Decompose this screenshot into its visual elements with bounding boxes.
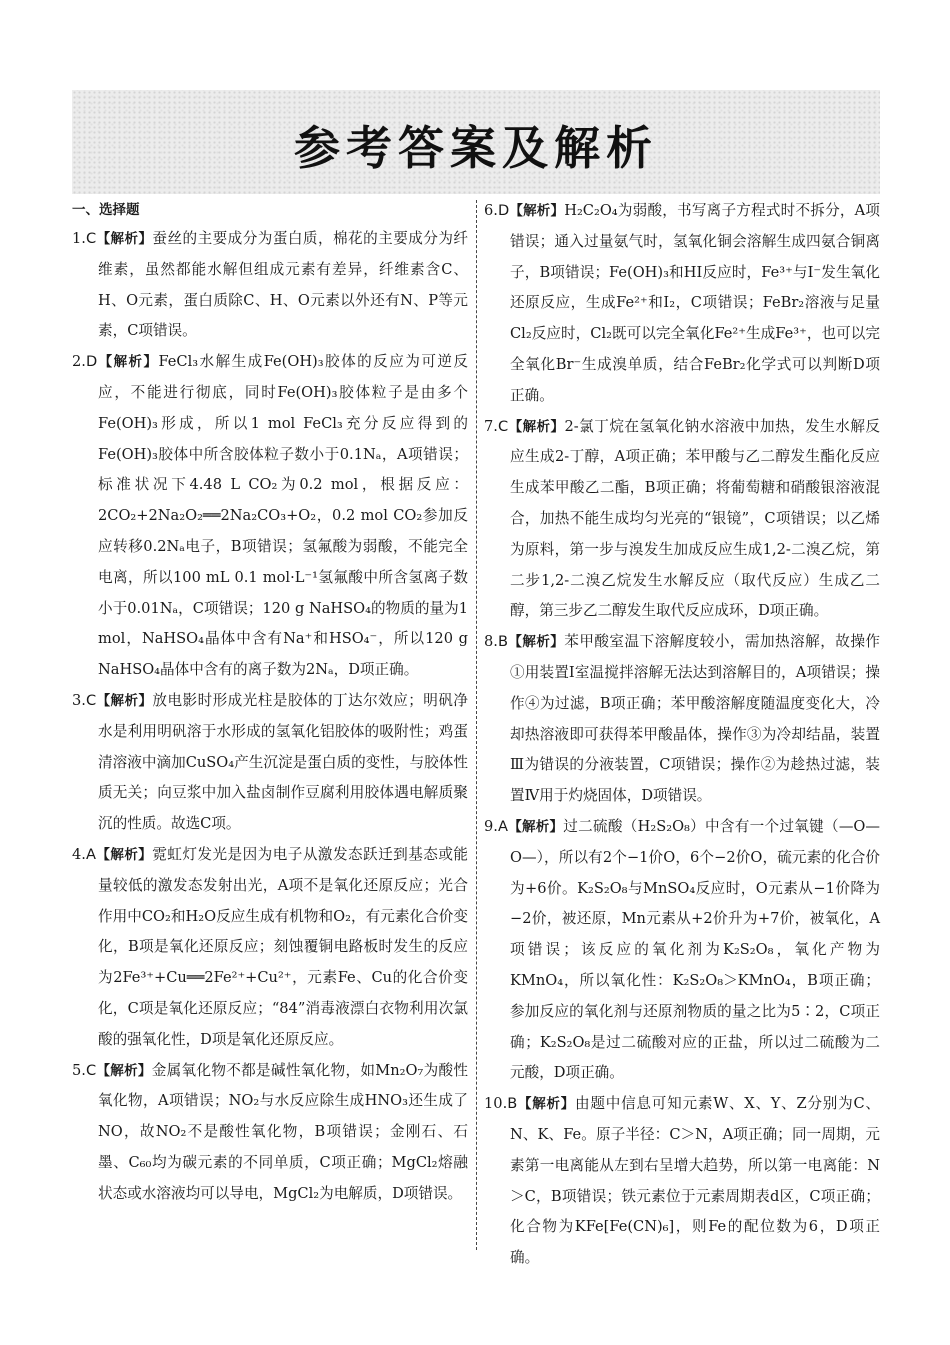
item-answer: A	[497, 817, 508, 835]
item-tag: 【解析】	[96, 1062, 152, 1079]
item-tag: 【解析】	[97, 354, 159, 371]
item-tag: 【解析】	[96, 692, 153, 709]
item-number: 7.	[484, 417, 498, 435]
item-explanation: 金属氧化物不都是碱性氧化物，如Mn₂O₇为酸性氧化物，A项错误；NO₂与水反应除生成HNO₃还生成了NO，故NO₂不是酸性氧化物，B项错误；金刚石、石墨、C₆₀均为碳元素的不同单质，C项正确；MgCl₂熔融状态或水溶液均可以导电，MgCl₂为电解质，D项错误。	[98, 1061, 468, 1202]
item-tag: 【解析】	[508, 418, 565, 435]
item-number: 10.	[484, 1095, 508, 1113]
answer-item-7	[484, 412, 880, 628]
item-number: 9.	[484, 817, 498, 835]
item-explanation: 蚕丝的主要成分为蛋白质，棉花的主要成分为纤维素，虽然都能水解但组成元素有差异，纤维素含C、H、O元素，蛋白质除C、H、O元素以外还有N、P等元素，C项错误。	[98, 230, 468, 340]
item-number: 4.	[72, 845, 86, 863]
item-answer: C	[85, 691, 97, 709]
item-explanation: FeCl₃水解生成Fe(OH)₃胶体的反应为可逆反应，不能进行彻底，同时Fe(OH)₃胶体粒子是由多个Fe(OH)₃形成，所以1 mol FeCl₃充分反应得到的Fe(OH)₃胶体中所含胶体粒子数小于0.1Nₐ，A项错误；标准状况下4.48 L CO₂为0.2 mol，根据反应：2CO₂+2Na₂O₂══2Na₂CO₃+O₂，0.2 mol CO₂参加反应转移0.2Nₐ电子，B项错误；氢氟酸为弱酸，不能完全电离，所以100 mL 0.1 mol·L⁻¹氢氟酸中所含氢离子数小于0.01Nₐ，C项错误；120 g NaHSO₄的物质的量为1 mol，NaHSO₄晶体中含有Na⁺和HSO₄⁻，所以120 g NaHSO₄晶体中含有的离子数为2Nₐ，D项正确。	[98, 353, 468, 679]
item-explanation: 霓虹灯发光是因为电子从激发态跃迁到基态或能量较低的激发态发射出光，A项不是氧化还原反应；光合作用中CO₂和H₂O反应生成有机物和O₂，有元素化合价变化，B项是氧化还原反应；刻蚀覆铜电路板时发生的反应为2Fe³⁺+Cu══2Fe²⁺+Cu²⁺，元素Fe、Cu的化合价变化，C项是氧化还原反应；“84”消毒液漂白衣物利用次氯酸的强氧化性，D项是氧化还原反应。	[98, 845, 468, 1048]
answer-item-9	[484, 812, 880, 1089]
answer-item-4	[72, 840, 468, 1056]
page-title: 参考答案及解析	[294, 121, 658, 175]
item-tag: 【解析】	[96, 231, 153, 247]
item-number: 8.	[484, 633, 498, 651]
item-answer: C	[85, 1061, 97, 1079]
item-explanation: 2-氯丁烷在氢氧化钠水溶液中加热，发生水解反应生成2-丁醇，A项正确；苯甲酸与乙二醇发生酯化反应生成苯甲酸乙二酯，B项正确；将葡萄糖和硝酸银溶液混合，加热不能生成均匀光亮的“银镜”，C项错误；以乙烯为原料，第一步与溴发生加成反应生成1,2-二溴乙烷，第二步1,2-二溴乙烷发生水解反应（取代反应）生成乙二醇，第三步乙二醇发生取代反应成环，D项正确。	[510, 417, 881, 620]
item-explanation: 苯甲酸室温下溶解度较小，需加热溶解，故操作①用装置Ⅰ室温搅拌溶解无法达到溶解目的，A项错误；操作④为过滤，B项正确；苯甲酸溶解度随温度变化大，冷却热溶液即可获得苯甲酸晶体，操作③为冷却结晶，装置Ⅲ为错误的分液装置，C项错误；操作②为趁热过滤，装置Ⅳ用于灼烧固体，D项错误。	[510, 633, 880, 805]
item-answer: D	[497, 202, 510, 219]
item-answer: D	[85, 353, 98, 371]
item-number: 6.	[484, 202, 498, 219]
item-explanation: 放电影时形成光柱是胶体的丁达尔效应；明矾净水是利用明矾溶于水形成的氢氧化铝胶体的吸附性；鸡蛋清溶液中滴加CuSO₄产生沉淀是蛋白质的变性，与胶体性质无关；向豆浆中加入盐卤制作豆腐利用胶体遇电解质聚沉的性质。故选C项。	[98, 691, 468, 833]
item-answer: B	[497, 633, 508, 651]
column-divider	[476, 200, 477, 1250]
item-answer: B	[507, 1095, 518, 1113]
item-answer: A	[85, 845, 96, 863]
answer-item-5	[72, 1056, 468, 1210]
answer-item-2	[72, 347, 468, 686]
item-tag: 【解析】	[507, 818, 564, 835]
answer-item-10	[484, 1089, 880, 1274]
title-banner	[72, 90, 880, 194]
item-explanation: H₂C₂O₄为弱酸，书写离子方程式时不拆分，A项错误；通入过量氨气时，氢氧化铜会溶解生成四氨合铜离子，B项错误；Fe(OH)₃和HI反应时，Fe³⁺与I⁻发生氧化还原反应，生成Fe²⁺和I₂，C项错误；FeBr₂溶液与足量Cl₂反应时，Cl₂既可以完全氧化Fe²⁺生成Fe³⁺，也可以完全氧化Br⁻生成溴单质，结合FeBr₂化学式可以判断D项正确。	[510, 202, 881, 404]
item-number: 5.	[72, 1061, 86, 1079]
answer-item-3	[72, 686, 468, 840]
item-tag: 【解析】	[509, 203, 565, 219]
item-number: 2.	[72, 353, 86, 371]
right-column	[484, 196, 880, 1274]
item-tag: 【解析】	[517, 1096, 576, 1113]
item-number: 3.	[72, 691, 86, 709]
item-tag: 【解析】	[95, 846, 153, 863]
answer-item-8	[484, 627, 880, 812]
answer-item-6	[484, 196, 880, 412]
answer-item-1	[72, 224, 468, 347]
item-explanation: 由题中信息可知元素W、X、Y、Z分别为C、N、K、Fe。原子半径：C＞N，A项正确；同一周期，元素第一电离能从左到右呈增大趋势，所以第一电离能：N＞C，B项错误；铁元素位于元素周期表d区，C项正确；化合物为KFe[Fe(CN)₆]，则Fe的配位数为6，D项正确。	[510, 1095, 881, 1267]
item-tag: 【解析】	[507, 634, 565, 651]
item-answer: C	[497, 417, 509, 435]
item-number: 1.	[72, 230, 86, 247]
item-answer: C	[85, 230, 97, 247]
left-column	[72, 196, 468, 1210]
section-heading: 一、选择题	[72, 202, 140, 218]
item-explanation: 过二硫酸（H₂S₂O₈）中含有一个过氧键（—O—O—），所以有2个−1价O，6个−2价O，硫元素的化合价为+6价。K₂S₂O₈与MnSO₄反应时，O元素从−1价降为−2价，被还原，Mn元素从+2价升为+7价，被氧化，A项错误；该反应的氧化剂为K₂S₂O₈，氧化产物为KMnO₄，所以氧化性：K₂S₂O₈＞KMnO₄，B项正确；参加反应的氧化剂与还原剂物质的量之比为5∶2，C项正确；K₂S₂O₈是过二硫酸对应的正盐，所以过二硫酸为二元酸，D项正确。	[510, 817, 880, 1082]
